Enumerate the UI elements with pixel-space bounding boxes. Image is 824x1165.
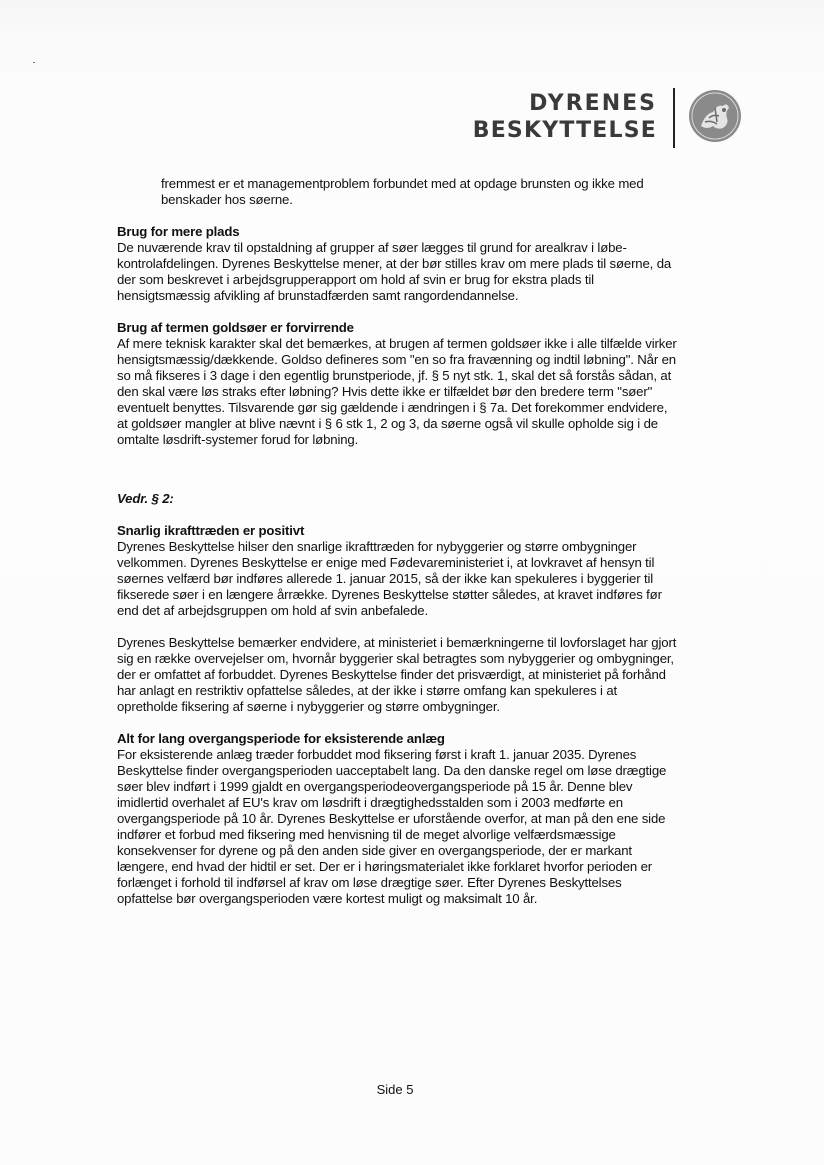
section-early-effect xyxy=(117,523,677,619)
logo-line1: DYRENES xyxy=(529,91,657,116)
paragraph-early-effect-2: Dyrenes Beskyttelse bemærker endvidere, at ministeriet i bemærkningerne til lovforslaget har gjort sig en række overvejelser om, hvornår byggerier skal betragtes som nybyggerier og ombygninger, der er omfattet af forbuddet. Dyrenes Beskyttelse finder det prisværdigt, at ministeriet på forhånd har anlagt en restriktiv opfattelse således, at der ikke i større omfang kan spekuleres i at opretholde fiksering af søerne i nybyggerier og større ombygninger. xyxy=(117,635,677,714)
paragraph-term-goldsoer: Af mere teknisk karakter skal det bemærkes, at brugen af termen goldsøer ikke i alle tilfælde virker hensigtsmæssig/dækkende. Goldso defineres som "en so fra fravænning og indtil løbning". Når en so må fikseres i 3 dage i den egentlig brunstperiode, jf. § 5 nyt stk. 1, skal det så forstås sådan, at den skal være løs straks efter løbning? Hvis dette ikke er tilfældet bør den bredere term "søer" eventuelt benyttes. Tilsvarende gør sig gældende i ændringen i § 7a. Det forekommer endvidere, at goldsøer mangler at blive nævnt i § 6 stk 1, 2 og 3, da søerne også vil skulle opholde sig i de omtalte løsdrift-systemer forud for løbning. xyxy=(117,336,677,447)
heading-term-goldsoer: Brug af termen goldsøer er forvirrende xyxy=(117,320,354,335)
paragraph-early-effect-1: Dyrenes Beskyttelse hilser den snarlige ikrafttræden for nybyggerier og større ombygninger velkommen. Dyrenes Beskyttelse er enige med Fødevareministeriet i, at lovkravet af hensyn til søernes velfærd bør indføres allerede 1. januar 2015, så der ikke kan spekuleres i byggerier til fikserede søer i en længere årrække. Dyrenes Beskyttelse støtter således, at kravet indføres før end det af arbejdsgruppen om hold af svin anbefalede. xyxy=(117,539,662,618)
page-number: Side 5 xyxy=(376,1082,414,1097)
intro-paragraph: fremmest er et managementproblem forbundet med at opdage brunsten og ikke med benskader hos søerne. xyxy=(161,176,644,207)
scan-speck xyxy=(33,62,35,63)
section-more-space xyxy=(117,224,677,304)
logo-divider xyxy=(673,88,675,148)
section-term-goldsoer xyxy=(117,320,677,448)
heading-early-effect: Snarlig ikrafttræden er positivt xyxy=(117,523,305,538)
section-reference-label: Vedr. § 2: xyxy=(117,491,174,506)
logo-wordmark xyxy=(473,90,657,144)
logo-line2: BESKYTTELSE xyxy=(472,118,657,143)
organization-logo xyxy=(472,86,750,152)
heading-more-space: Brug for mere plads xyxy=(117,224,240,239)
letter-body xyxy=(117,176,677,907)
paragraph-more-space: De nuværende krav til opstaldning af grupper af søer lægges til grund for arealkrav i løbe-kontrolafdelingen. Dyrenes Beskyttelse mener, at der bør stilles krav om mere plads til søerne, da der som beskrevet i arbejdsgrupperapport om hold af svin er brug for ekstra plads til hensigtsmæssig afvikling af brunstadfærden samt rangordendannelse. xyxy=(117,240,672,303)
seal-icon xyxy=(687,88,743,144)
heading-transition-period: Alt for lang overgangsperiode for eksisterende anlæg xyxy=(117,731,445,746)
paragraph-transition-period: For eksisterende anlæg træder forbuddet mod fiksering først i kraft 1. januar 2035. Dyrenes Beskyttelse finder overgangsperioden uacceptabelt lang. Da den danske regel om løse drægtige søer blev indført i 1999 gjaldt en overgangsperiodeovergangsperiode på 15 år. Denne blev imidlertid overhalet af EU's krav om løsdrift i drægtighedsstalden som i 2003 medførte en overgangsperiode på 10 år. Dyrenes Beskyttelse er uforstående overfor, at man på den ene side indfører et forbud med fiksering med henvisning til de meget alvorlige velfærdsmæssige konsekvenser for dyrene og på den anden side giver en overgangsperiode, der er markant længere, end hvad der hidtil er set. Der er i høringsmaterialet ikke forklaret hvorfor perioden er forlænget i forhold til indførsel af krav om løse drægtige søer. Efter Dyrenes Beskyttelses opfattelse bør overgangsperioden være kortest muligt og maksimalt 10 år. xyxy=(117,747,667,906)
section-transition-period xyxy=(117,731,677,907)
